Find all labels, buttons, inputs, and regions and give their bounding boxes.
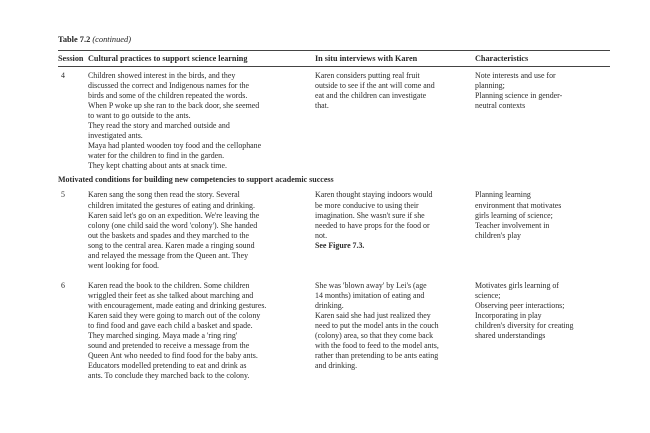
cell-line: Karen thought staying indoors would: [315, 190, 433, 200]
cell-line: children's diversity for creating: [475, 321, 574, 331]
figure-reference: See Figure 7.3.: [315, 240, 365, 250]
cell-line: She was 'blown away' by Lei's (age: [315, 280, 427, 290]
cell-line: shared understandings: [475, 331, 546, 341]
cell-line: investigated ants.: [88, 131, 143, 141]
section-heading: Motivated conditions for building new competencies to support academic success: [58, 175, 334, 185]
cell-line: neutral contexts: [475, 101, 526, 111]
cell-line: sound and pretended to receive a message from the: [88, 341, 250, 351]
cell-practices: [88, 71, 315, 171]
cell-line: and drinking.: [315, 361, 358, 371]
cell-line: water for the children to find in the garden.: [88, 151, 225, 161]
cell-interviews: [315, 190, 475, 270]
cell-session: 5: [61, 190, 65, 200]
cell-line: wriggled their feet as she talked about marching and: [88, 290, 254, 300]
interview-lines: [315, 190, 469, 240]
cell-line: rather than pretending to be ants eating: [315, 351, 439, 361]
header-session: Session: [58, 54, 84, 63]
cell-line: Karen sang the song then read the story. Several: [88, 190, 240, 200]
table-continued-note: (continued): [92, 35, 131, 44]
cell-line: Observing peer interactions;: [475, 300, 565, 310]
cell-characteristics: [475, 281, 610, 381]
header-rule: [58, 66, 610, 67]
cell-line: planning;: [475, 81, 505, 91]
table-caption: [58, 34, 610, 45]
cell-line: imagination. She wasn't sure if she: [315, 210, 425, 220]
table-header: [58, 51, 610, 66]
header-practices: Cultural practices to support science learning: [88, 54, 248, 63]
cell-line: birds and some of the children repeated the words.: [88, 91, 248, 101]
cell-line: went looking for food.: [88, 260, 160, 270]
cell-line: colony (one child said the word 'colony'). She handed: [88, 220, 258, 230]
cell-line: outside to see if the ant will come and: [315, 81, 435, 91]
cell-line: Note interests and use for: [475, 71, 556, 80]
cell-line: Teacher involvement in: [475, 220, 550, 230]
cell-line: Children showed interest in the birds, and they: [88, 71, 236, 80]
table-row: [58, 190, 610, 270]
cell-line: (colony) area, so that they come back: [315, 331, 434, 341]
cell-line: out the baskets and spades and they marched to the: [88, 230, 250, 240]
cell-line: children's play: [475, 230, 521, 240]
table-row: [58, 281, 610, 381]
cell-line: Motivates girls learning of: [475, 280, 559, 290]
cell-line: Educators modelled pretending to eat and drink as: [88, 361, 247, 371]
cell-line: They kept chatting about ants at snack time.: [88, 161, 227, 171]
cell-line: Queen Ant who needed to find food for the baby ants.: [88, 351, 258, 361]
header-characteristics: Characteristics: [475, 54, 529, 63]
table-row: [58, 71, 610, 171]
cell-line: ants. To conclude they marched back to the colony.: [88, 371, 250, 381]
cell-interviews: [315, 71, 475, 171]
cell-line: need to put the model ants in the couch: [315, 321, 439, 331]
cell-line: They marched singing. Maya made a 'ring ring': [88, 331, 238, 341]
cell-line: to want to go outside to the ants.: [88, 111, 191, 121]
table-label: Table 7.2: [58, 35, 91, 44]
cell-line: They read the story and marched outside and: [88, 121, 230, 131]
cell-characteristics: [475, 190, 610, 270]
table-body: [58, 71, 610, 381]
cell-interviews: [315, 281, 475, 381]
cell-practices: [88, 190, 315, 270]
cell-session: 4: [61, 71, 65, 80]
cell-line: not.: [315, 230, 328, 240]
cell-line: and relayed the message from the Queen ant. They: [88, 250, 249, 260]
cell-line: children imitated the gestures of eating and drinking.: [88, 200, 255, 210]
cell-line: When P woke up she ran to the back door, she seemed: [88, 101, 260, 111]
cell-line: song to the central area. Karen made a ringing sound: [88, 240, 255, 250]
cell-line: that.: [315, 101, 329, 111]
cell-line: Planning science in gender-: [475, 91, 563, 101]
cell-line: eat and the children can investigate: [315, 91, 427, 101]
cell-line: Planning learning: [475, 190, 531, 200]
cell-line: environment that motivates: [475, 200, 562, 210]
cell-line: girls learning of science;: [475, 210, 553, 220]
cell-line: Karen said they were going to march out of the colony: [88, 310, 261, 320]
cell-line: be more conducive to using their: [315, 200, 419, 210]
cell-line: drinking.: [315, 300, 344, 310]
cell-line: to find food and gave each child a basket and spade.: [88, 321, 253, 331]
cell-line: discussed the correct and Indigenous names for the: [88, 81, 250, 91]
cell-line: Maya had planted wooden toy food and the cellophane: [88, 141, 262, 151]
cell-line: Karen said let's go on an expedition. We're leaving the: [88, 210, 260, 220]
cell-session: 6: [61, 280, 65, 290]
header-interviews: In situ interviews with Karen: [315, 54, 418, 63]
cell-line: with the food to feed to the model ants,: [315, 341, 439, 351]
cell-practices: [88, 281, 315, 381]
cell-line: science;: [475, 290, 501, 300]
cell-line: with encouragement, made eating and drinking gestures.: [88, 300, 267, 310]
cell-line: needed to have props for the food or: [315, 220, 430, 230]
cell-line: Karen considers putting real fruit: [315, 71, 420, 80]
cell-line: Karen read the book to the children. Some children: [88, 280, 250, 290]
table-page: [58, 34, 610, 381]
cell-characteristics: [475, 71, 610, 171]
cell-line: 14 months) imitation of eating and: [315, 290, 425, 300]
cell-line: Karen said she had just realized they: [315, 310, 431, 320]
cell-line: Incorporating in play: [475, 310, 542, 320]
